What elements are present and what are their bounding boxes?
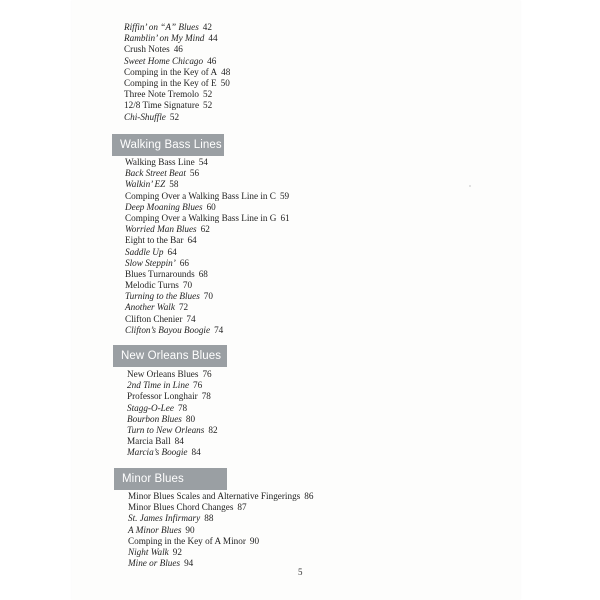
entry-title: Deep Moaning Blues (125, 201, 203, 212)
entry-page-number: 70 (203, 291, 213, 302)
toc-entry (125, 191, 290, 202)
toc-entry (125, 269, 290, 280)
section-header-minor-blues: Minor Blues (114, 468, 227, 490)
entry-title: 2nd Time in Line (127, 380, 190, 391)
toc-entry (125, 224, 290, 235)
entry-title: Three Note Tremolo (124, 89, 200, 100)
page-number: 5 (298, 567, 303, 577)
entry-title: New Orleans Blues (127, 369, 199, 379)
entry-page-number: 48 (221, 66, 231, 77)
entry-page-number: 44 (208, 33, 218, 44)
entry-list (127, 369, 218, 459)
entry-title: Comping in the Key of E (124, 77, 217, 88)
toc-entry (125, 258, 290, 269)
entry-page-number: 80 (185, 413, 196, 424)
entry-title: Clifton’s Bayou Boogie (125, 324, 211, 335)
entry-title: Eight to the Bar (125, 235, 184, 246)
toc-entry (125, 213, 290, 224)
entry-page-number: 58 (169, 179, 179, 190)
entry-page-number: 82 (208, 424, 218, 435)
entry-page-number: 59 (279, 190, 290, 201)
entry-title: Bourbon Blues (127, 413, 182, 424)
section-header-new-orleans-blues: New Orleans Blues (113, 345, 227, 367)
entry-title: Comping Over a Walking Bass Line in C (125, 190, 276, 201)
entry-page-number: 52 (203, 89, 213, 100)
toc-entry (128, 525, 313, 536)
entry-page-number: 76 (202, 369, 212, 379)
entry-title: Ramblin’ on My Mind (124, 33, 205, 44)
entry-list (128, 491, 313, 569)
entry-page-number: 90 (249, 535, 260, 546)
entry-title: Walking Bass Line (125, 157, 195, 167)
toc-entry (125, 314, 290, 325)
entry-title: Turn to New Orleans (127, 424, 205, 435)
entry-list (125, 157, 290, 336)
entry-page-number: 64 (187, 235, 197, 246)
entry-page-number: 78 (201, 391, 211, 402)
toc-entry (125, 202, 290, 213)
toc-entry (127, 425, 218, 436)
entry-title: Another Walk (125, 302, 175, 313)
entry-title: Comping Over a Walking Bass Line in G (125, 212, 277, 223)
entry-page-number: 60 (206, 201, 216, 212)
entry-title: Minor Blues Chord Changes (128, 502, 234, 513)
entry-title: Worried Man Blues (125, 224, 197, 235)
entry-title: Comping in the Key of A Minor (128, 535, 246, 546)
toc-entry (124, 78, 230, 89)
entry-title: Marcia Ball (127, 436, 171, 447)
toc-entry (124, 112, 230, 123)
entry-title: Mine or Blues (128, 558, 181, 569)
toc-entry (124, 100, 230, 111)
toc-entry (127, 380, 218, 391)
toc-entry (125, 280, 290, 291)
entry-title: Slow Steppin’ (125, 257, 176, 268)
entry-page-number: 76 (193, 380, 203, 391)
toc-entry (125, 179, 290, 190)
section-continued (124, 22, 230, 123)
toc-entry (128, 502, 313, 513)
entry-title: Crush Notes (124, 44, 170, 55)
entry-page-number: 62 (200, 224, 210, 235)
toc-entry (125, 325, 290, 336)
section-new-orleans-blues (127, 369, 218, 459)
entry-page-number: 84 (174, 436, 184, 447)
entry-page-number: 87 (237, 502, 247, 513)
toc-entry (128, 558, 313, 569)
toc-entry (124, 67, 230, 78)
entry-page-number: 52 (203, 100, 213, 111)
entry-title: Blues Turnarounds (125, 268, 195, 279)
entry-page-number: 72 (178, 302, 189, 313)
toc-entry (125, 157, 290, 168)
toc-entry (124, 89, 230, 100)
toc-entry (125, 168, 290, 179)
entry-title: Sweet Home Chicago (124, 55, 204, 66)
toc-entry (125, 235, 290, 246)
section-header-walking-bass-lines: Walking Bass Lines (112, 134, 224, 156)
section-minor-blues (128, 491, 313, 569)
entry-title: Clifton Chenier (125, 313, 183, 324)
entry-title: Chi-Shuffle (124, 111, 166, 122)
entry-page-number: 92 (172, 546, 182, 557)
toc-entry (124, 56, 230, 67)
toc-entry (128, 491, 313, 502)
entry-page-number: 90 (185, 524, 195, 535)
entry-page-number: 78 (177, 402, 188, 413)
entry-title: Comping in the Key of A (124, 66, 218, 77)
toc-entry (125, 302, 290, 313)
entry-title: Night Walk (128, 546, 169, 557)
entry-page-number: 88 (204, 513, 214, 524)
entry-title: Saddle Up (125, 246, 164, 257)
entry-title: St. James Infirmary (128, 513, 201, 524)
entry-page-number: 56 (189, 168, 200, 179)
toc-entry (127, 447, 218, 458)
entry-page-number: 70 (182, 280, 193, 291)
toc-entry (127, 403, 218, 414)
entry-page-number: 74 (214, 324, 224, 335)
toc-entry (128, 513, 313, 524)
entry-title: Turning to the Blues (125, 291, 200, 302)
toc-entry (127, 436, 218, 447)
entry-title: 12/8 Time Signature (124, 100, 200, 111)
entry-page-number: 86 (304, 491, 314, 501)
entry-page-number: 94 (184, 558, 194, 569)
entry-title: Marcia’s Boogie (127, 447, 188, 458)
toc-entry (128, 547, 313, 558)
toc-entry (128, 536, 313, 547)
entry-page-number: 46 (207, 55, 217, 66)
entry-page-number: 66 (179, 257, 189, 268)
toc-entry (127, 369, 218, 380)
entry-page-number: 84 (191, 447, 201, 458)
entry-page-number: 42 (202, 22, 212, 32)
entry-title: Melodic Turns (125, 280, 179, 291)
entry-list (124, 22, 230, 123)
toc-entry (127, 414, 218, 425)
section-walking-bass-lines (125, 157, 290, 336)
entry-page-number: 46 (173, 44, 183, 55)
toc-entry (124, 44, 230, 55)
entry-title: Walkin’ EZ (125, 179, 166, 190)
entry-page-number: 64 (167, 246, 177, 257)
entry-title: A Minor Blues (128, 524, 182, 535)
toc-entry (125, 247, 290, 258)
entry-title: Back Street Beat (125, 168, 186, 179)
entry-page-number: 52 (169, 111, 180, 122)
entry-title: Professor Longhair (127, 391, 198, 402)
toc-entry (127, 391, 218, 402)
entry-page-number: 74 (186, 313, 196, 324)
toc-entry (125, 291, 290, 302)
entry-title: Riffin’ on “A” Blues (124, 22, 199, 32)
entry-title: Minor Blues Scales and Alternative Fingerings (128, 491, 301, 501)
entry-title: Stagg-O-Lee (127, 402, 174, 413)
entry-page-number: 54 (198, 157, 208, 167)
entry-page-number: 61 (280, 212, 290, 223)
toc-entry (124, 33, 230, 44)
toc-entry (124, 22, 230, 33)
entry-page-number: 68 (198, 268, 208, 279)
entry-page-number: 50 (220, 77, 230, 88)
